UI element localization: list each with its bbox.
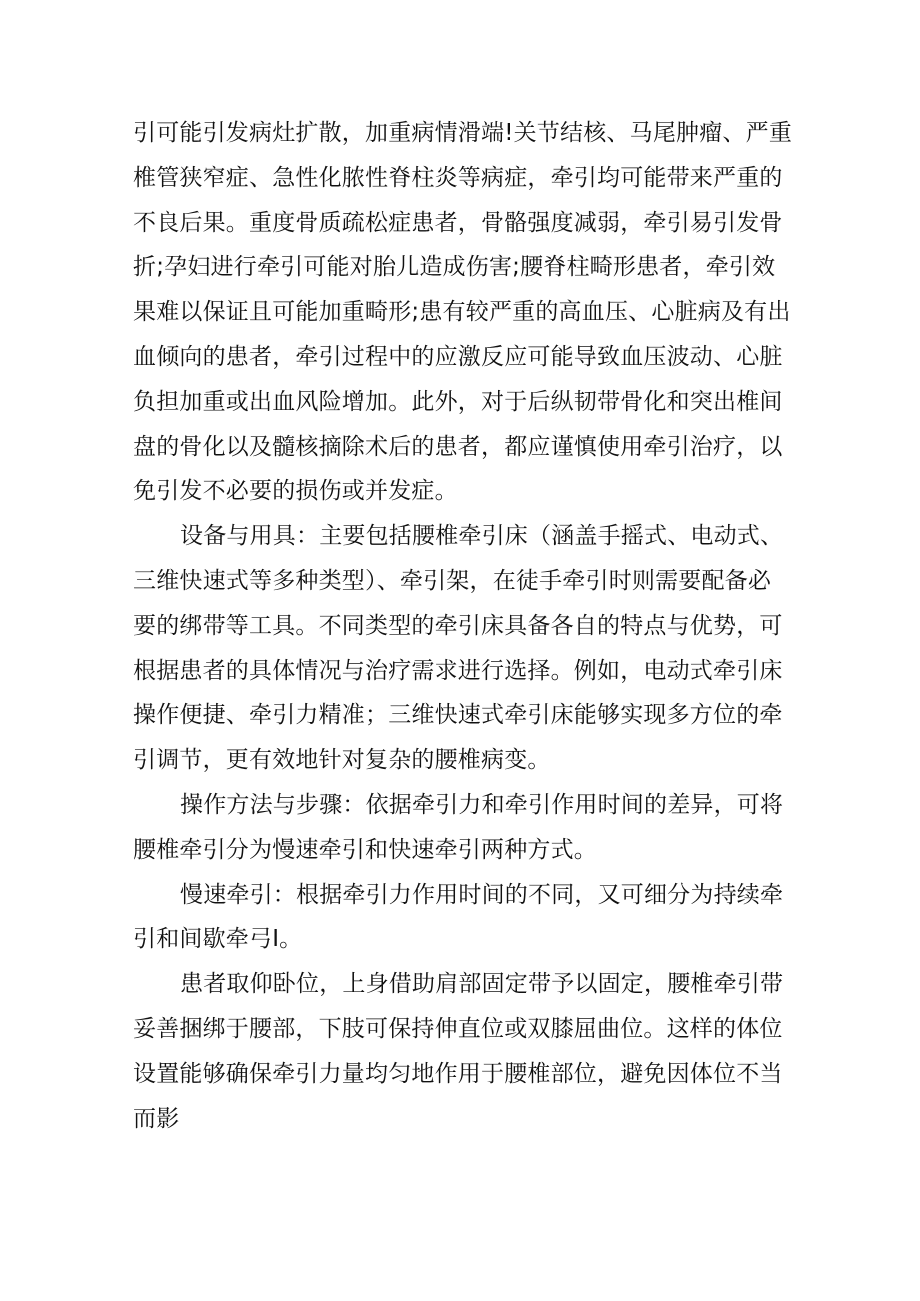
paragraph-slow-traction: 慢速牵引：根据牵引力作用时间的不同，又可细分为持续牵引和间歇牵弓I。 (133, 881, 784, 953)
paragraph-equipment: 设备与用具：主要包括腰椎牵引床（涵盖手摇式、电动式、三维快速式等多种类型）、牵引架，在徒手牵引时则需要配备必要的绑带等工具。不同类型的牵引床具备各自的特点与优势，可根据患者的具体情况与治疗需求进行选择。例如，电动式牵引床操作便捷、牵引力精准；三维快速式牵引床能够实现多方位的牵引调节，更有效地针对复杂的腰椎病变。 (133, 523, 784, 774)
document-body (133, 111, 793, 1141)
paragraph-contraindications: 引可能引发病灶扩散，加重病情滑端!关节结核、马尾肿瘤、严重椎管狭窄症、急性化脓性脊柱炎等病症，牵引均可能带来严重的不良后果。重度骨质疏松症患者，骨骼强度减弱，牵引易引发骨折;孕妇进行牵引可能对胎儿造成伤害;腰脊柱畸形患者，牵引效果难以保证且可能加重畸形;患有较严重的高血压、心脏病及有出血倾向的患者，牵引过程中的应激反应可能导致血压波动、心脏负担加重或出血风险增加。此外，对于后纵韧带骨化和突出椎间盘的骨化以及髓核摘除术后的患者，都应谨慎使用牵引治疗，以免引发不必要的损伤或并发症。 (133, 120, 793, 505)
paragraph-patient-position: 患者取仰卧位，上身借助肩部固定带予以固定，腰椎牵引带妥善捆绑于腰部，下肢可保持伸直位或双膝屈曲位。这样的体位设置能够确保牵引力量均匀地作用于腰椎部位，避免因体位不当而影 (133, 971, 784, 1132)
paragraph-operation-method: 操作方法与步骤：依据牵引力和牵引作用时间的差异，可将腰椎牵引分为慢速牵引和快速牵引两种方式。 (133, 791, 784, 863)
